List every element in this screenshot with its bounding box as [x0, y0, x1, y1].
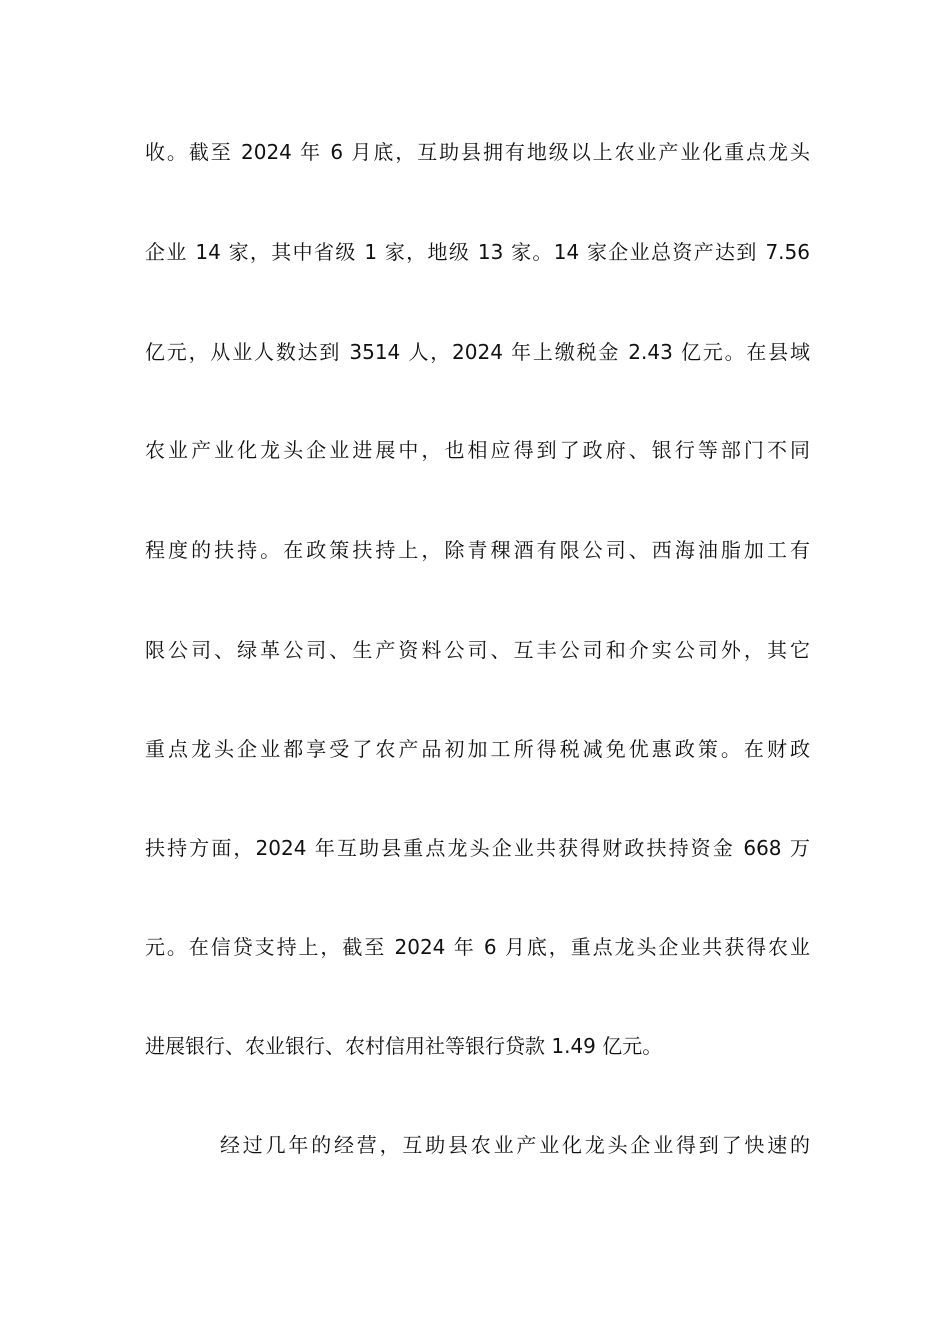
paragraph-line: 扶持方面，2024 年互助县重点龙头企业共获得财政扶持资金 668 万	[145, 836, 810, 860]
paragraph-line: 限公司、绿革公司、生产资料公司、互丰公司和介实公司外，其它	[145, 638, 810, 662]
paragraph-first-line: 经过几年的经营，互助县农业产业化龙头企业得到了快速的	[220, 1133, 810, 1157]
paragraph-line: 元。在信贷支持上，截至 2024 年 6 月底，重点龙头企业共获得农业	[145, 935, 810, 959]
paragraph-line: 程度的扶持。在政策扶持上，除青稞酒有限公司、西海油脂加工有	[145, 538, 810, 562]
paragraph-line: 收。截至 2024 年 6 月底，互助县拥有地级以上农业产业化重点龙头	[145, 140, 810, 164]
paragraph-line-end: 进展银行、农业银行、农村信用社等银行贷款 1.49 亿元。	[145, 1034, 663, 1058]
paragraph-line: 企业 14 家，其中省级 1 家，地级 13 家。14 家企业总资产达到 7.56	[145, 240, 810, 264]
paragraph-line: 农业产业化龙头企业进展中，也相应得到了政府、银行等部门不同	[145, 438, 810, 462]
paragraph-line: 重点龙头企业都享受了农产品初加工所得税减免优惠政策。在财政	[145, 737, 810, 761]
paragraph-line: 亿元，从业人数达到 3514 人，2024 年上缴税金 2.43 亿元。在县域	[145, 340, 810, 364]
